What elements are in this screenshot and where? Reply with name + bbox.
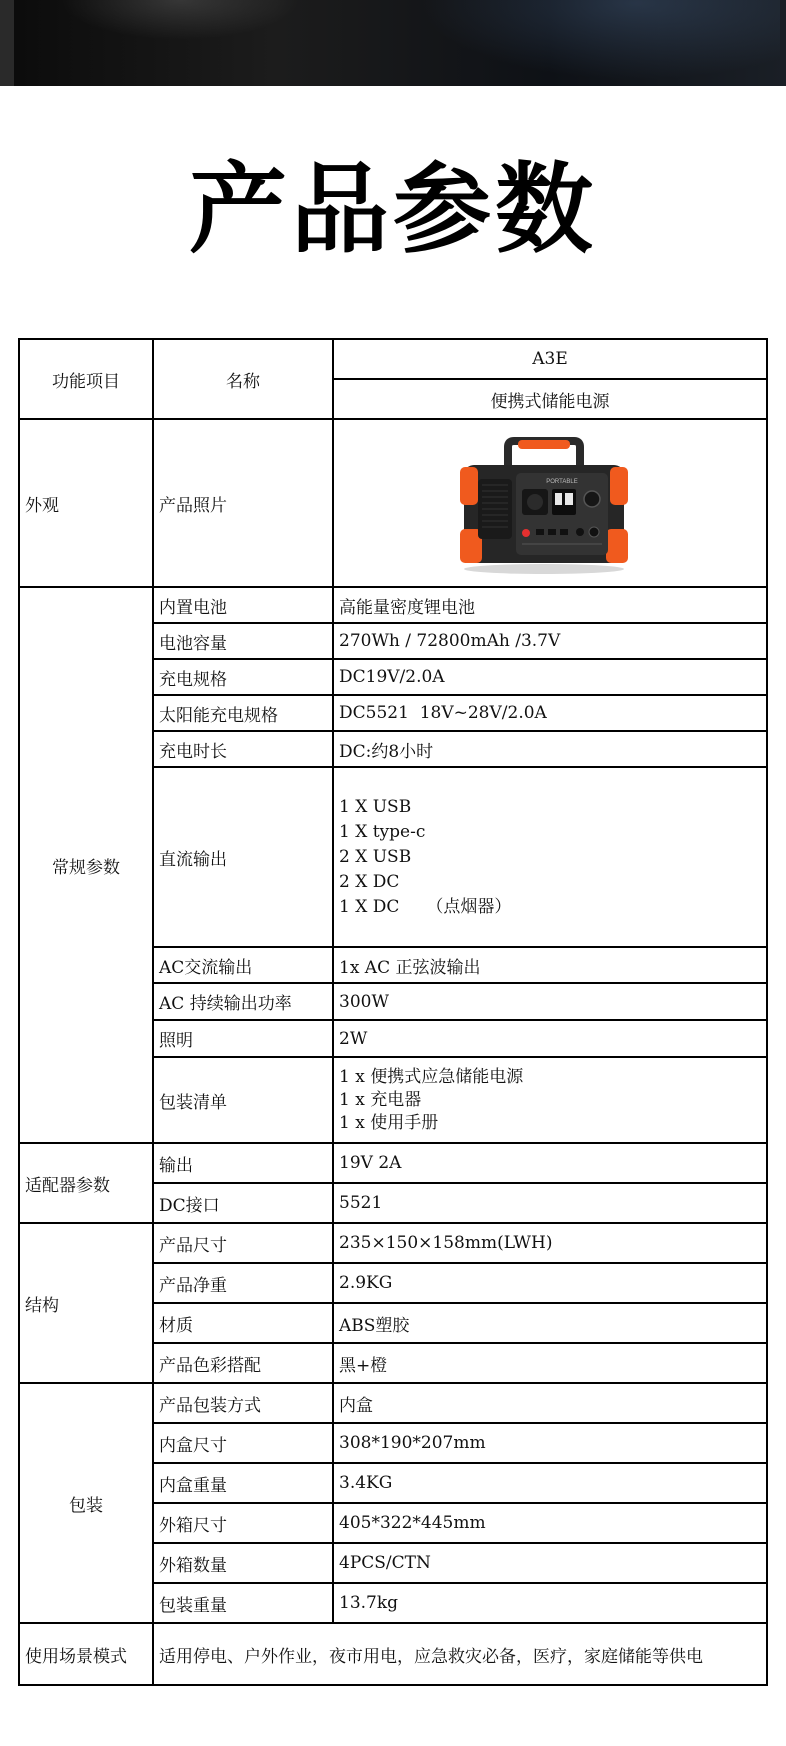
row-value: 13.7kg [333, 1583, 767, 1623]
row-value: 235×150×158mm(LWH) [333, 1223, 767, 1263]
row-value: 黑+橙 [333, 1343, 767, 1383]
row-value: 300W [333, 983, 767, 1020]
row-label: 充电时长 [153, 731, 333, 767]
row-value: 1 X USB 1 X type-c 2 X USB 2 X DC 1 X DC （点烟器） [333, 767, 767, 947]
spec-row [19, 587, 767, 623]
row-label: 太阳能充电规格 [153, 695, 333, 731]
header-function-cell: 功能项目 [19, 339, 153, 419]
row-value: 405*322*445mm [333, 1503, 767, 1543]
header-row [19, 339, 767, 379]
portable-power-station-icon [456, 437, 632, 575]
row-label: 照明 [153, 1020, 333, 1057]
hero-glow [420, 0, 780, 80]
row-label: 内置电池 [153, 587, 333, 623]
header-name-cell: 名称 [153, 339, 333, 419]
header-model-cell: A3E [333, 339, 767, 379]
row-label: 外箱尺寸 [153, 1503, 333, 1543]
hero-banner [0, 0, 786, 86]
usage-row [19, 1623, 767, 1685]
row-label: 直流输出 [153, 767, 333, 947]
group-structure: 结构 [19, 1223, 153, 1383]
row-label: 内盒重量 [153, 1463, 333, 1503]
row-label: 产品净重 [153, 1263, 333, 1303]
row-label: 包装清单 [153, 1057, 333, 1143]
svg-text:PORTABLE: PORTABLE [546, 479, 578, 485]
group-appearance: 外观 [19, 419, 153, 587]
row-value: 4PCS/CTN [333, 1543, 767, 1583]
row-label: 产品照片 [153, 419, 333, 587]
appearance-row [19, 419, 767, 587]
row-label: 外箱数量 [153, 1543, 333, 1583]
spec-row [19, 1383, 767, 1423]
row-value: DC:约8小时 [333, 731, 767, 767]
row-label: 输出 [153, 1143, 333, 1183]
row-value: 2W [333, 1020, 767, 1057]
row-value: ABS塑胶 [333, 1303, 767, 1343]
product-photo-cell [333, 419, 767, 587]
spec-row [19, 1143, 767, 1183]
header-product-name-cell: 便携式储能电源 [333, 379, 767, 419]
row-value: 19V 2A [333, 1143, 767, 1183]
row-value: DC19V/2.0A [333, 659, 767, 695]
row-label: 包装重量 [153, 1583, 333, 1623]
group-general: 常规参数 [19, 587, 153, 1143]
row-value: 5521 [333, 1183, 767, 1223]
row-label: 产品色彩搭配 [153, 1343, 333, 1383]
row-value: 内盒 [333, 1383, 767, 1423]
row-label: DC接口 [153, 1183, 333, 1223]
row-value: 1 x 便携式应急储能电源 1 x 充电器 1 x 使用手册 [333, 1057, 767, 1143]
group-packing: 包装 [19, 1383, 153, 1623]
row-label: 内盒尺寸 [153, 1423, 333, 1463]
spec-row [19, 1223, 767, 1263]
row-label: 充电规格 [153, 659, 333, 695]
usage-label: 使用场景模式 [19, 1623, 153, 1685]
row-label: 电池容量 [153, 623, 333, 659]
row-value: 1x AC 正弦波输出 [333, 947, 767, 983]
spec-table [18, 338, 768, 1686]
page-title: 产品参数 [188, 153, 597, 267]
hero-edge [0, 0, 14, 86]
hero-light-streak [60, 0, 300, 40]
row-value: 3.4KG [333, 1463, 767, 1503]
row-value: DC5521 18V~28V/2.0A [333, 695, 767, 731]
row-label: 产品尺寸 [153, 1223, 333, 1263]
group-adapter: 适配器参数 [19, 1143, 153, 1223]
usage-value: 适用停电、户外作业，夜市用电，应急救灾必备，医疗，家庭储能等供电 [153, 1623, 767, 1685]
row-label: AC 持续输出功率 [153, 983, 333, 1020]
row-value: 270Wh / 72800mAh /3.7V [333, 623, 767, 659]
row-value: 高能量密度锂电池 [333, 587, 767, 623]
row-label: 材质 [153, 1303, 333, 1343]
row-label: AC交流输出 [153, 947, 333, 983]
row-label: 产品包装方式 [153, 1383, 333, 1423]
row-value: 308*190*207mm [333, 1423, 767, 1463]
row-value: 2.9KG [333, 1263, 767, 1303]
